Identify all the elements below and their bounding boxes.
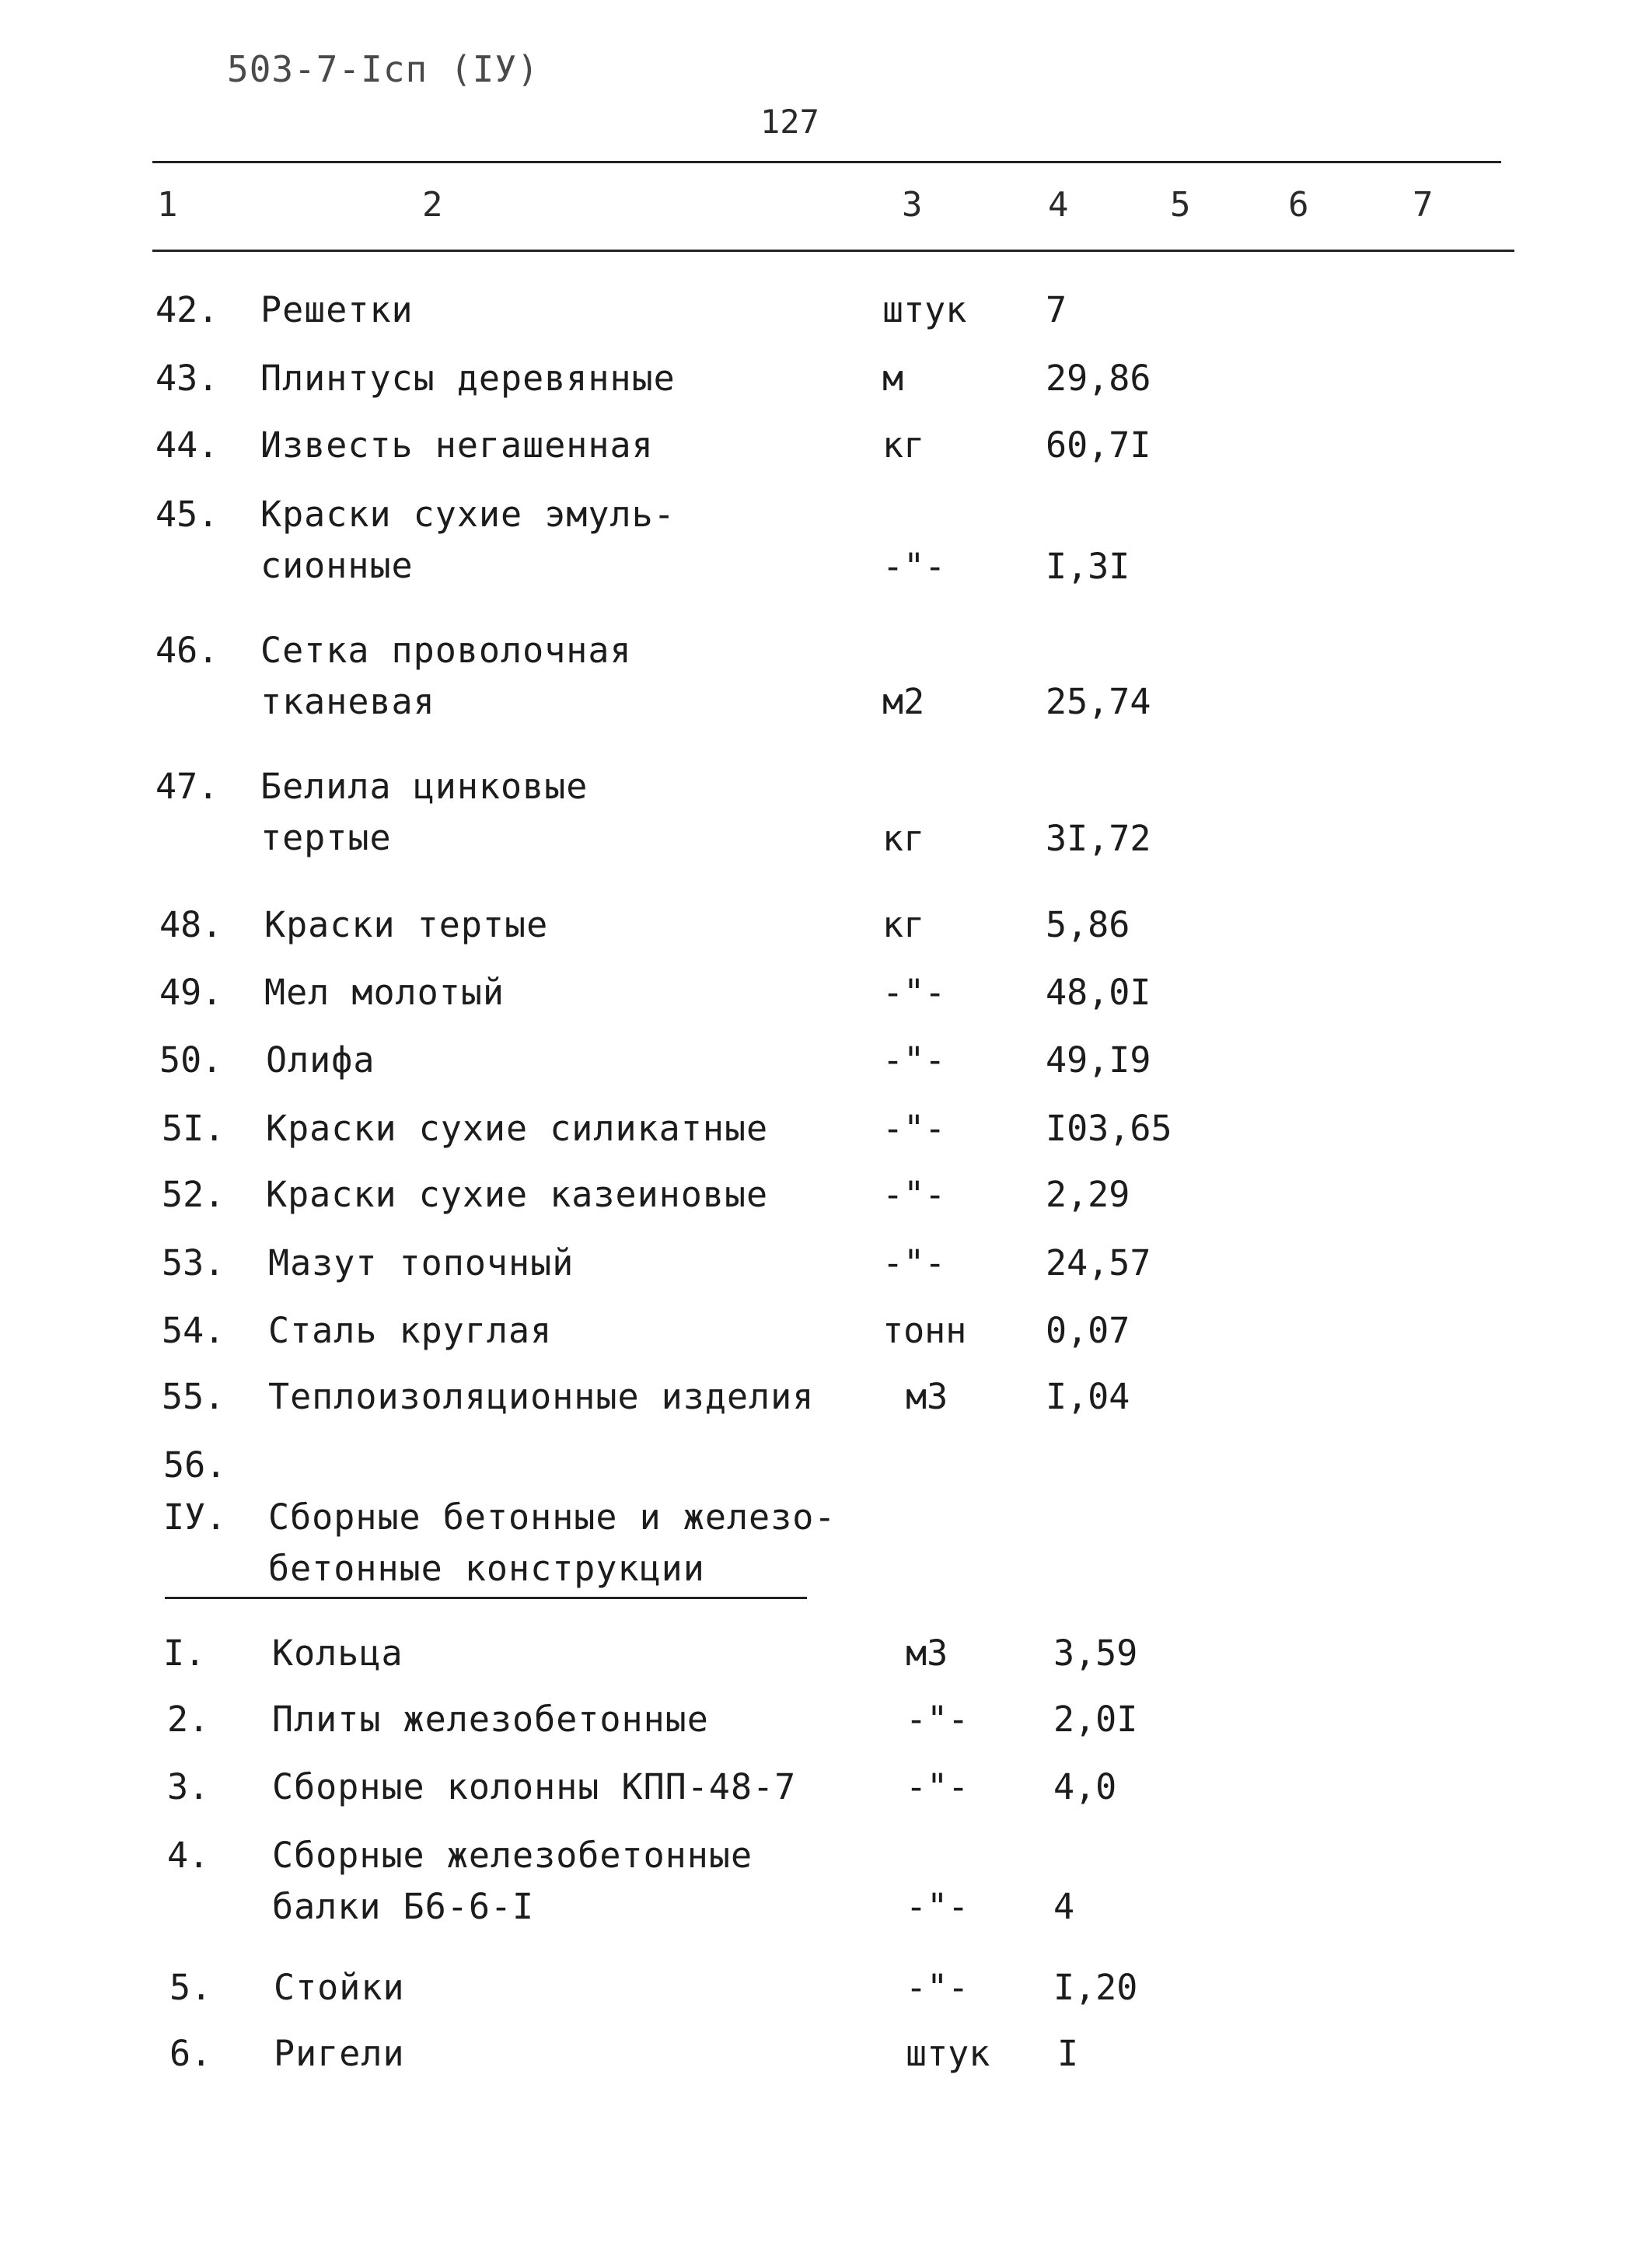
- row-number: 56.: [163, 1444, 227, 1486]
- row-number: 6.: [169, 2033, 212, 2074]
- row-name-line: Теплоизоляционные изделия: [268, 1376, 815, 1417]
- row-name-line: Сборные железобетонные: [272, 1835, 753, 1876]
- row-quantity: 7: [1046, 289, 1067, 330]
- col-header-3: 3: [902, 185, 923, 225]
- row-unit: м3: [906, 1633, 948, 1674]
- row-name-line: Краски сухие казеиновые: [266, 1174, 769, 1215]
- row-name-line: Белила цинковые: [260, 766, 589, 807]
- row-number: I.: [163, 1633, 206, 1674]
- col-header-7: 7: [1413, 185, 1434, 225]
- row-name-line: Плиты железобетонные: [272, 1699, 709, 1740]
- row-quantity: I03,65: [1046, 1108, 1172, 1149]
- row-number: 55.: [162, 1376, 225, 1417]
- row-number: 48.: [159, 904, 223, 945]
- row-number: 5I.: [162, 1108, 225, 1149]
- row-quantity: 4,0: [1053, 1766, 1117, 1807]
- row-unit: штук: [906, 2033, 990, 2074]
- row-unit: кг: [882, 424, 925, 466]
- row-name-line: Краски сухие силикатные: [266, 1108, 769, 1149]
- row-name-line: Мел молотый: [264, 972, 505, 1013]
- row-unit: -"-: [882, 1108, 946, 1149]
- row-quantity: 24,57: [1046, 1242, 1151, 1283]
- row-unit: штук: [882, 289, 967, 330]
- row-number: 3.: [167, 1766, 210, 1807]
- row-number: 2.: [167, 1699, 210, 1740]
- row-number: 46.: [155, 630, 219, 671]
- row-unit: м2: [882, 681, 925, 722]
- row-number: 49.: [159, 972, 223, 1013]
- row-number: 44.: [155, 424, 219, 466]
- row-name-line: тканевая: [260, 681, 435, 722]
- row-number: 4.: [167, 1835, 210, 1876]
- col-header-4: 4: [1048, 185, 1069, 225]
- row-number: 50.: [159, 1039, 223, 1081]
- row-unit: -"-: [906, 1967, 969, 2008]
- section-underline: [165, 1597, 807, 1599]
- row-quantity: I,04: [1046, 1376, 1130, 1417]
- row-name-line: Мазут топочный: [268, 1242, 575, 1283]
- row-unit: тонн: [882, 1310, 967, 1351]
- row-quantity: 3I,72: [1046, 818, 1151, 859]
- col-header-2: 2: [422, 185, 443, 225]
- row-unit: кг: [882, 818, 925, 859]
- row-name-line: Кольца: [272, 1633, 403, 1674]
- row-name-line: бетонные конструкции: [268, 1548, 705, 1589]
- row-name-line: Стойки: [274, 1967, 405, 2008]
- row-name-line: сионные: [260, 545, 414, 586]
- row-name-line: Олифа: [266, 1039, 375, 1081]
- row-quantity: 2,0I: [1053, 1699, 1138, 1740]
- row-number: 52.: [162, 1174, 225, 1215]
- row-quantity: 2,29: [1046, 1174, 1130, 1215]
- row-unit: кг: [882, 904, 925, 945]
- row-name-line: Краски тертые: [264, 904, 549, 945]
- row-quantity: I,20: [1053, 1967, 1138, 2008]
- row-name-line: Сетка проволочная: [260, 630, 632, 671]
- row-quantity: 0,07: [1046, 1310, 1130, 1351]
- row-name-line: тертые: [260, 817, 392, 858]
- page-number: 127: [760, 103, 819, 141]
- row-unit: -"-: [906, 1886, 969, 1927]
- row-unit: -"-: [882, 1039, 946, 1081]
- col-header-5: 5: [1170, 185, 1191, 225]
- row-quantity: 3,59: [1053, 1633, 1138, 1674]
- document-code: 503-7-Iсп (IУ): [227, 48, 540, 90]
- row-unit: -"-: [906, 1766, 969, 1807]
- row-quantity: 49,I9: [1046, 1039, 1151, 1081]
- row-name-line: Известь негашенная: [260, 424, 654, 466]
- row-name-line: балки Б6-6-I: [272, 1886, 535, 1927]
- col-header-6: 6: [1288, 185, 1309, 225]
- row-name-line: Плинтусы деревянные: [260, 358, 676, 399]
- row-quantity: I: [1057, 2033, 1079, 2074]
- row-quantity: 4: [1053, 1886, 1075, 1927]
- row-quantity: 29,86: [1046, 358, 1151, 399]
- row-unit: -"-: [882, 972, 946, 1013]
- row-name-line: Сборные бетонные и железо-: [268, 1496, 836, 1538]
- row-number: 53.: [162, 1242, 225, 1283]
- row-number: 45.: [155, 494, 219, 535]
- row-quantity: 25,74: [1046, 681, 1151, 722]
- row-unit: -"-: [882, 546, 946, 587]
- row-number: 5.: [169, 1967, 212, 2008]
- header-bottom-rule: [152, 250, 1514, 252]
- row-unit: -"-: [882, 1174, 946, 1215]
- row-number: 54.: [162, 1310, 225, 1351]
- row-name-line: Сталь круглая: [268, 1310, 553, 1351]
- row-number: IУ.: [163, 1496, 227, 1538]
- row-unit: -"-: [906, 1699, 969, 1740]
- row-quantity: I,3I: [1046, 546, 1130, 587]
- header-top-rule: [152, 161, 1501, 163]
- row-unit: -"-: [882, 1242, 946, 1283]
- row-quantity: 5,86: [1046, 904, 1130, 945]
- row-number: 42.: [155, 289, 219, 330]
- row-number: 43.: [155, 358, 219, 399]
- row-name-line: Краски сухие эмуль-: [260, 494, 676, 535]
- row-name-line: Ригели: [274, 2033, 405, 2074]
- row-name-line: Сборные колонны КПП-48-7: [272, 1766, 797, 1807]
- row-unit: м3: [906, 1376, 948, 1417]
- row-name-line: Решетки: [260, 289, 414, 330]
- row-number: 47.: [155, 766, 219, 807]
- row-quantity: 48,0I: [1046, 972, 1151, 1013]
- col-header-1: 1: [157, 185, 178, 225]
- row-quantity: 60,7I: [1046, 424, 1151, 466]
- row-unit: м: [882, 358, 904, 399]
